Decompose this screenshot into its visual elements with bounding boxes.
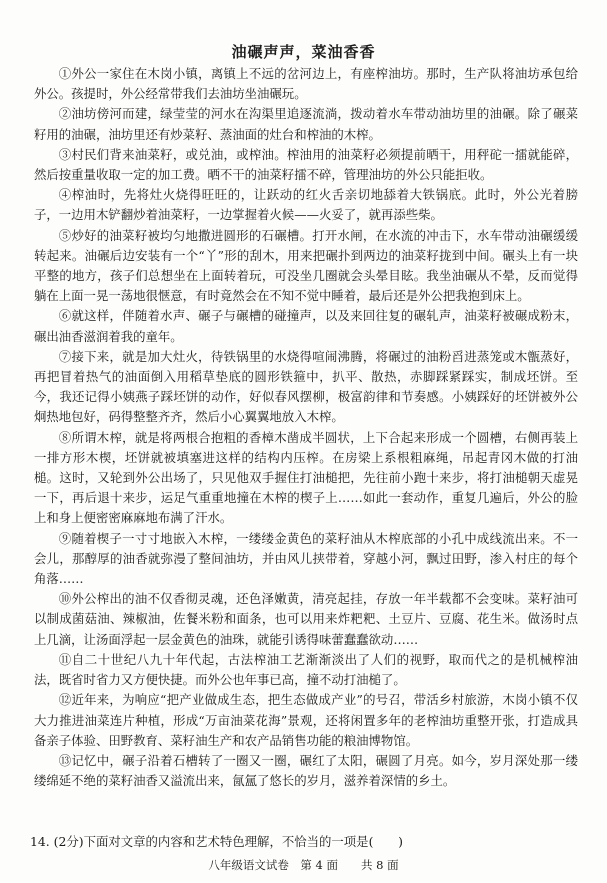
page-footer: 八年级语文试卷 第 4 面 共 8 面 [208, 858, 399, 872]
paragraph-3: ③村民们背来油菜籽，或兑油，或榨油。榨油用的油菜籽必须提前晒干，用秤砣一擂就能碎，然后按重量收取一定的加工费。晒不干的油菜籽擂不碎，管理油坊的外公只能拒收。 [34, 146, 578, 183]
paragraph-2: ②油坊傍河而建，绿莹莹的河水在沟渠里追逐流淌，拨动着水车带动油坊里的油碾。除了碾菜籽用的油碾，油坊里还有炒菜籽、蒸油面的灶台和榨油的木榨。 [34, 106, 578, 142]
question-14: 14. (2分)下面对文章的内容和艺术特色理解，不恰当的一项是( ) [30, 834, 404, 849]
paragraph-4: ④榨油时，先将灶火烧得旺旺的，让跃动的红火舌亲切地舔着大铁锅底。此时，外公光着膀子，一边用木铲翻炒着油菜籽，一边掌握着火候——火妥了，就再添些柴。 [34, 187, 578, 223]
paragraph-6: ⑥就这样，伴随着水声、碾子与碾槽的碰撞声，以及来回往复的碾轧声，油菜籽被碾成粉末，碾出油香滋润着我的童年。 [34, 308, 578, 344]
paragraph-10: ⑩外公榨出的油不仅香彻灵魂，还色泽嫩黄，清亮起挂，存放一年半载都不会变味。菜籽油可以制成菌菇油、辣椒油，佐餐米粉和面条，也可以用来炸粑粑、土豆片、豆腐、花生米。做汤时点上几滴，让汤面浮起一层金黄色的油珠，就能引诱得味蕾蠢蠢欲动…… [34, 591, 578, 647]
paragraph-1: ①外公一家住在木岗小镇，离镇上不远的岔河边上，有座榨油坊。那时，生产队将油坊承包给外公。孩提时，外公经常带我们去油坊坐油碾玩。 [34, 66, 578, 102]
article-title: 油碾声声，菜油香香 [231, 43, 376, 61]
paragraph-8: ⑧所谓木榨，就是将两根合抱粗的香樟木凿成半圆状，上下合起来形成一个圆槽，右侧再装上一排方形木楔，坯饼就被填塞进这样的结构内压榨。在房梁上系根粗麻绳，吊起青冈木做的打油槌。这时，又轮到外公出场了，只见他双手握住打油槌把，先往前小跑十来步，将打油槌朝天虚晃一下，再后退十来步，运足气重重地撞在木榨的楔子上……如此一套动作，重复几遍后，外公的脸上和身上便密密麻麻地布满了汗水。 [34, 429, 578, 526]
paragraph-12: ⑫近年来，为响应“把产业做成生态，把生态做成产业”的号召，带活乡村旅游，木岗小镇不仅大力推进油菜连片种植，形成“万亩油菜花海”景观，还将闲置多年的老榨油坊重整开张，打造成具备亲子体验、田野教育、菜籽油生产和农产品销售功能的粮油博物馆。 [34, 692, 578, 748]
paragraph-9: ⑨随着楔子一寸寸地嵌入木榨，一缕缕金黄色的菜籽油从木榨底部的小孔中成线流出来。不一会儿，那醇厚的油香就弥漫了整间油坊，并由风儿挟带着，穿越小河，飘过田野，渗入村庄的每个角落…… [34, 530, 578, 587]
paragraph-5: ⑤炒好的油菜籽被均匀地撒进圆形的石碾槽。打开水闸，在水流的冲击下，水车带动油碾缓缓转起来。油碾后边安装有一个“丫”形的刮木，用来把碾扑到两边的油菜籽拢到中间。碾头上有一块平整的地方，孩子们总想坐在上面转着玩，可没坐几圈就会头晕目眩。我坐油碾从不晕，反而觉得躺在上面一晃一荡地很惬意，有时竟然会在不知不觉中睡着，最后还是外公把我抱到床上。 [34, 227, 578, 304]
article-body [34, 64, 578, 791]
paragraph-7: ⑦接下来，就是加大灶火，待铁锅里的水烧得喧闹沸腾，将碾过的油粉舀进蒸笼或木甑蒸好，再把冒着热气的油面倒入用稻草垫底的圆形铁箍中，扒平、散热，赤脚踩紧踩实，制成坯饼。至今，我还记得小姨燕子踩坯饼的动作，好似春风摆柳，极富韵律和节奏感。小姨踩好的坯饼被外公炯热地包好，码得整整齐齐，然后小心翼翼地放入木榨。 [34, 348, 578, 425]
paragraph-11: ⑪自二十世纪八九十年代起，古法榨油工艺渐渐淡出了人们的视野，取而代之的是机械榨油法，既省时省力又方便快捷。而外公也年事已高，撞不动打油槌了。 [34, 651, 578, 688]
paragraph-13: ⑬记忆中，碾子沿着石槽转了一圈又一圈，碾红了太阳，碾圆了月亮。如今，岁月深处那一缕缕绵延不绝的菜籽油香又溢流出来，氤氲了悠长的岁月，滋养着深情的乡土。 [34, 752, 578, 789]
